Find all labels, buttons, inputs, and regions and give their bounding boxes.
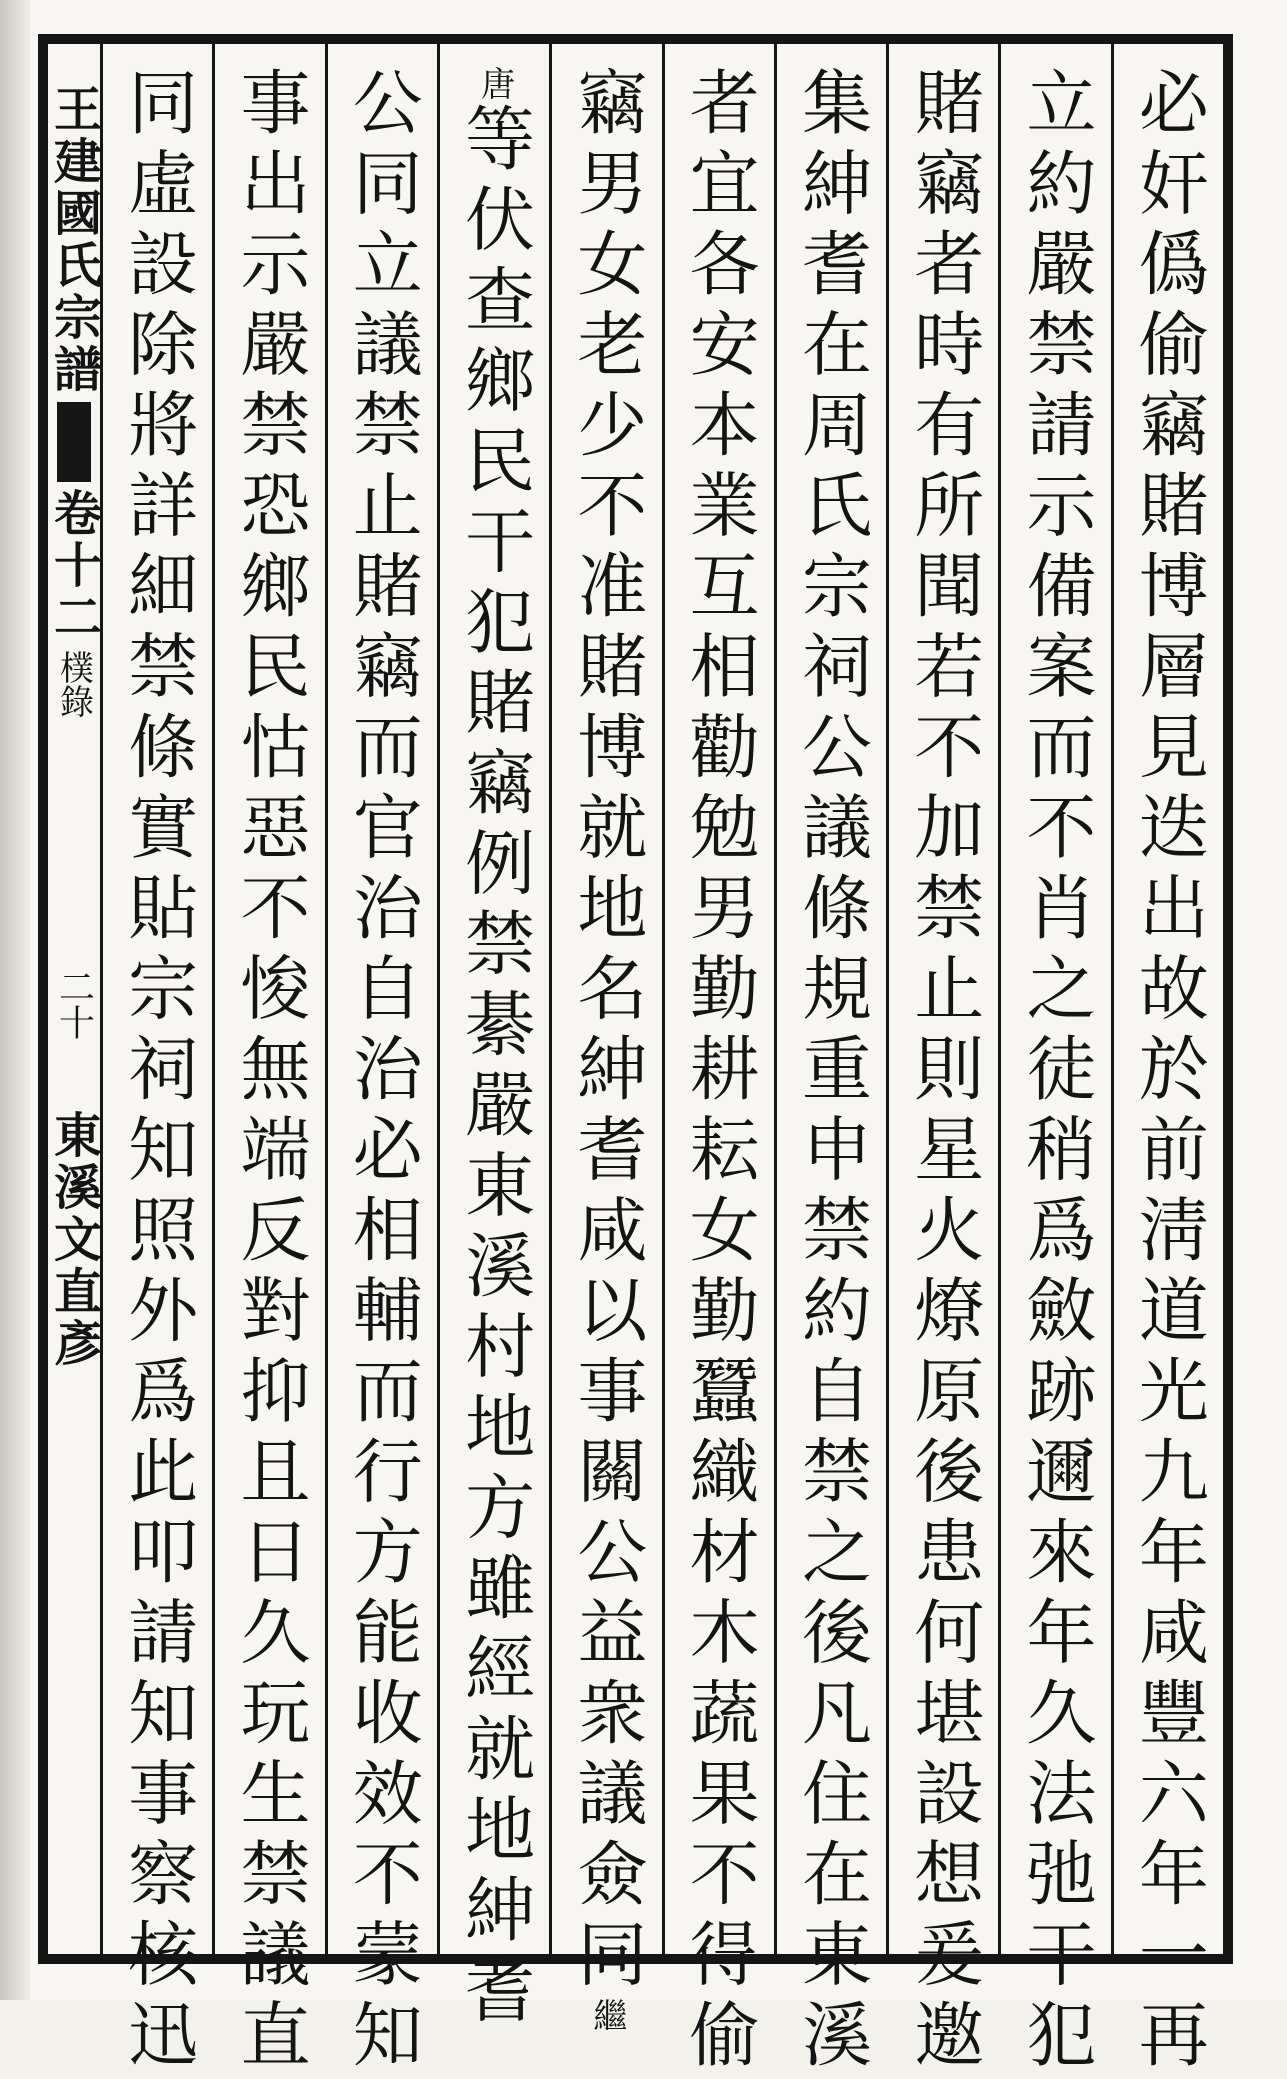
text-column-10: [103, 44, 212, 2079]
volume-label: 卷十二: [45, 488, 102, 644]
text-column-1: [1111, 44, 1223, 2079]
column-text: 竊男女老少不准賭博就地名紳耆咸以事關公益衆議僉同: [565, 66, 648, 1998]
column-text: 必奸僞偷竊賭博層見迭出故於前淸道光九年咸豐六年一再: [1127, 66, 1210, 2079]
column-tail-note: 繼: [586, 1998, 627, 2034]
text-columns: [103, 44, 1223, 2079]
column-text: 公同立議禁止賭竊而官治自治必相輔而行方能收效不蒙知: [341, 66, 424, 2079]
column-text: 者宜各安本業互相勸勉男勤耕耘女勤蠶織材木蔬果不得偷: [678, 66, 761, 2079]
text-column-5: [662, 44, 774, 2079]
column-text: 同虛設除將詳細禁條實貼宗祠知照外爲此叩請知事察核迅: [116, 66, 199, 2079]
fishtail-block: [57, 402, 91, 482]
center-fold-margin: [45, 44, 103, 1954]
scan-edge: [0, 0, 30, 2000]
column-text: 賭竊者時有所聞若不加禁止則星火燎原後患何堪設想爰邀: [902, 66, 985, 2079]
genealogy-title: 王建國氏宗譜: [45, 84, 102, 396]
column-text: 立約嚴禁請示備案而不肖之徒稍爲斂跡邇來年久法弛干犯: [1015, 66, 1098, 2079]
section-label: 樸錄: [53, 650, 94, 718]
text-column-8: [325, 44, 437, 2079]
text-column-9: [212, 44, 324, 2079]
column-text: 事出示嚴禁恐鄉民怙惡不悛無端反對抑且日久玩生禁議直: [228, 66, 311, 2079]
page-number: 二十: [53, 968, 95, 1040]
column-text: 等伏查鄉民干犯賭竊例禁綦嚴東溪村地方雖經就地紳耆: [453, 102, 536, 2034]
hall-name: 東溪文直彥: [45, 1110, 102, 1370]
text-column-7: [437, 44, 549, 2034]
text-column-6: [549, 44, 661, 2034]
text-column-4: [774, 44, 886, 2079]
text-column-3: [886, 44, 998, 2079]
column-text: 集紳耆在周氏宗祠公議條規重申禁約自禁之後凡住在東溪: [790, 66, 873, 2079]
column-head-note: 唐: [474, 66, 515, 102]
text-column-2: [998, 44, 1110, 2079]
page-frame: [38, 34, 1233, 2079]
